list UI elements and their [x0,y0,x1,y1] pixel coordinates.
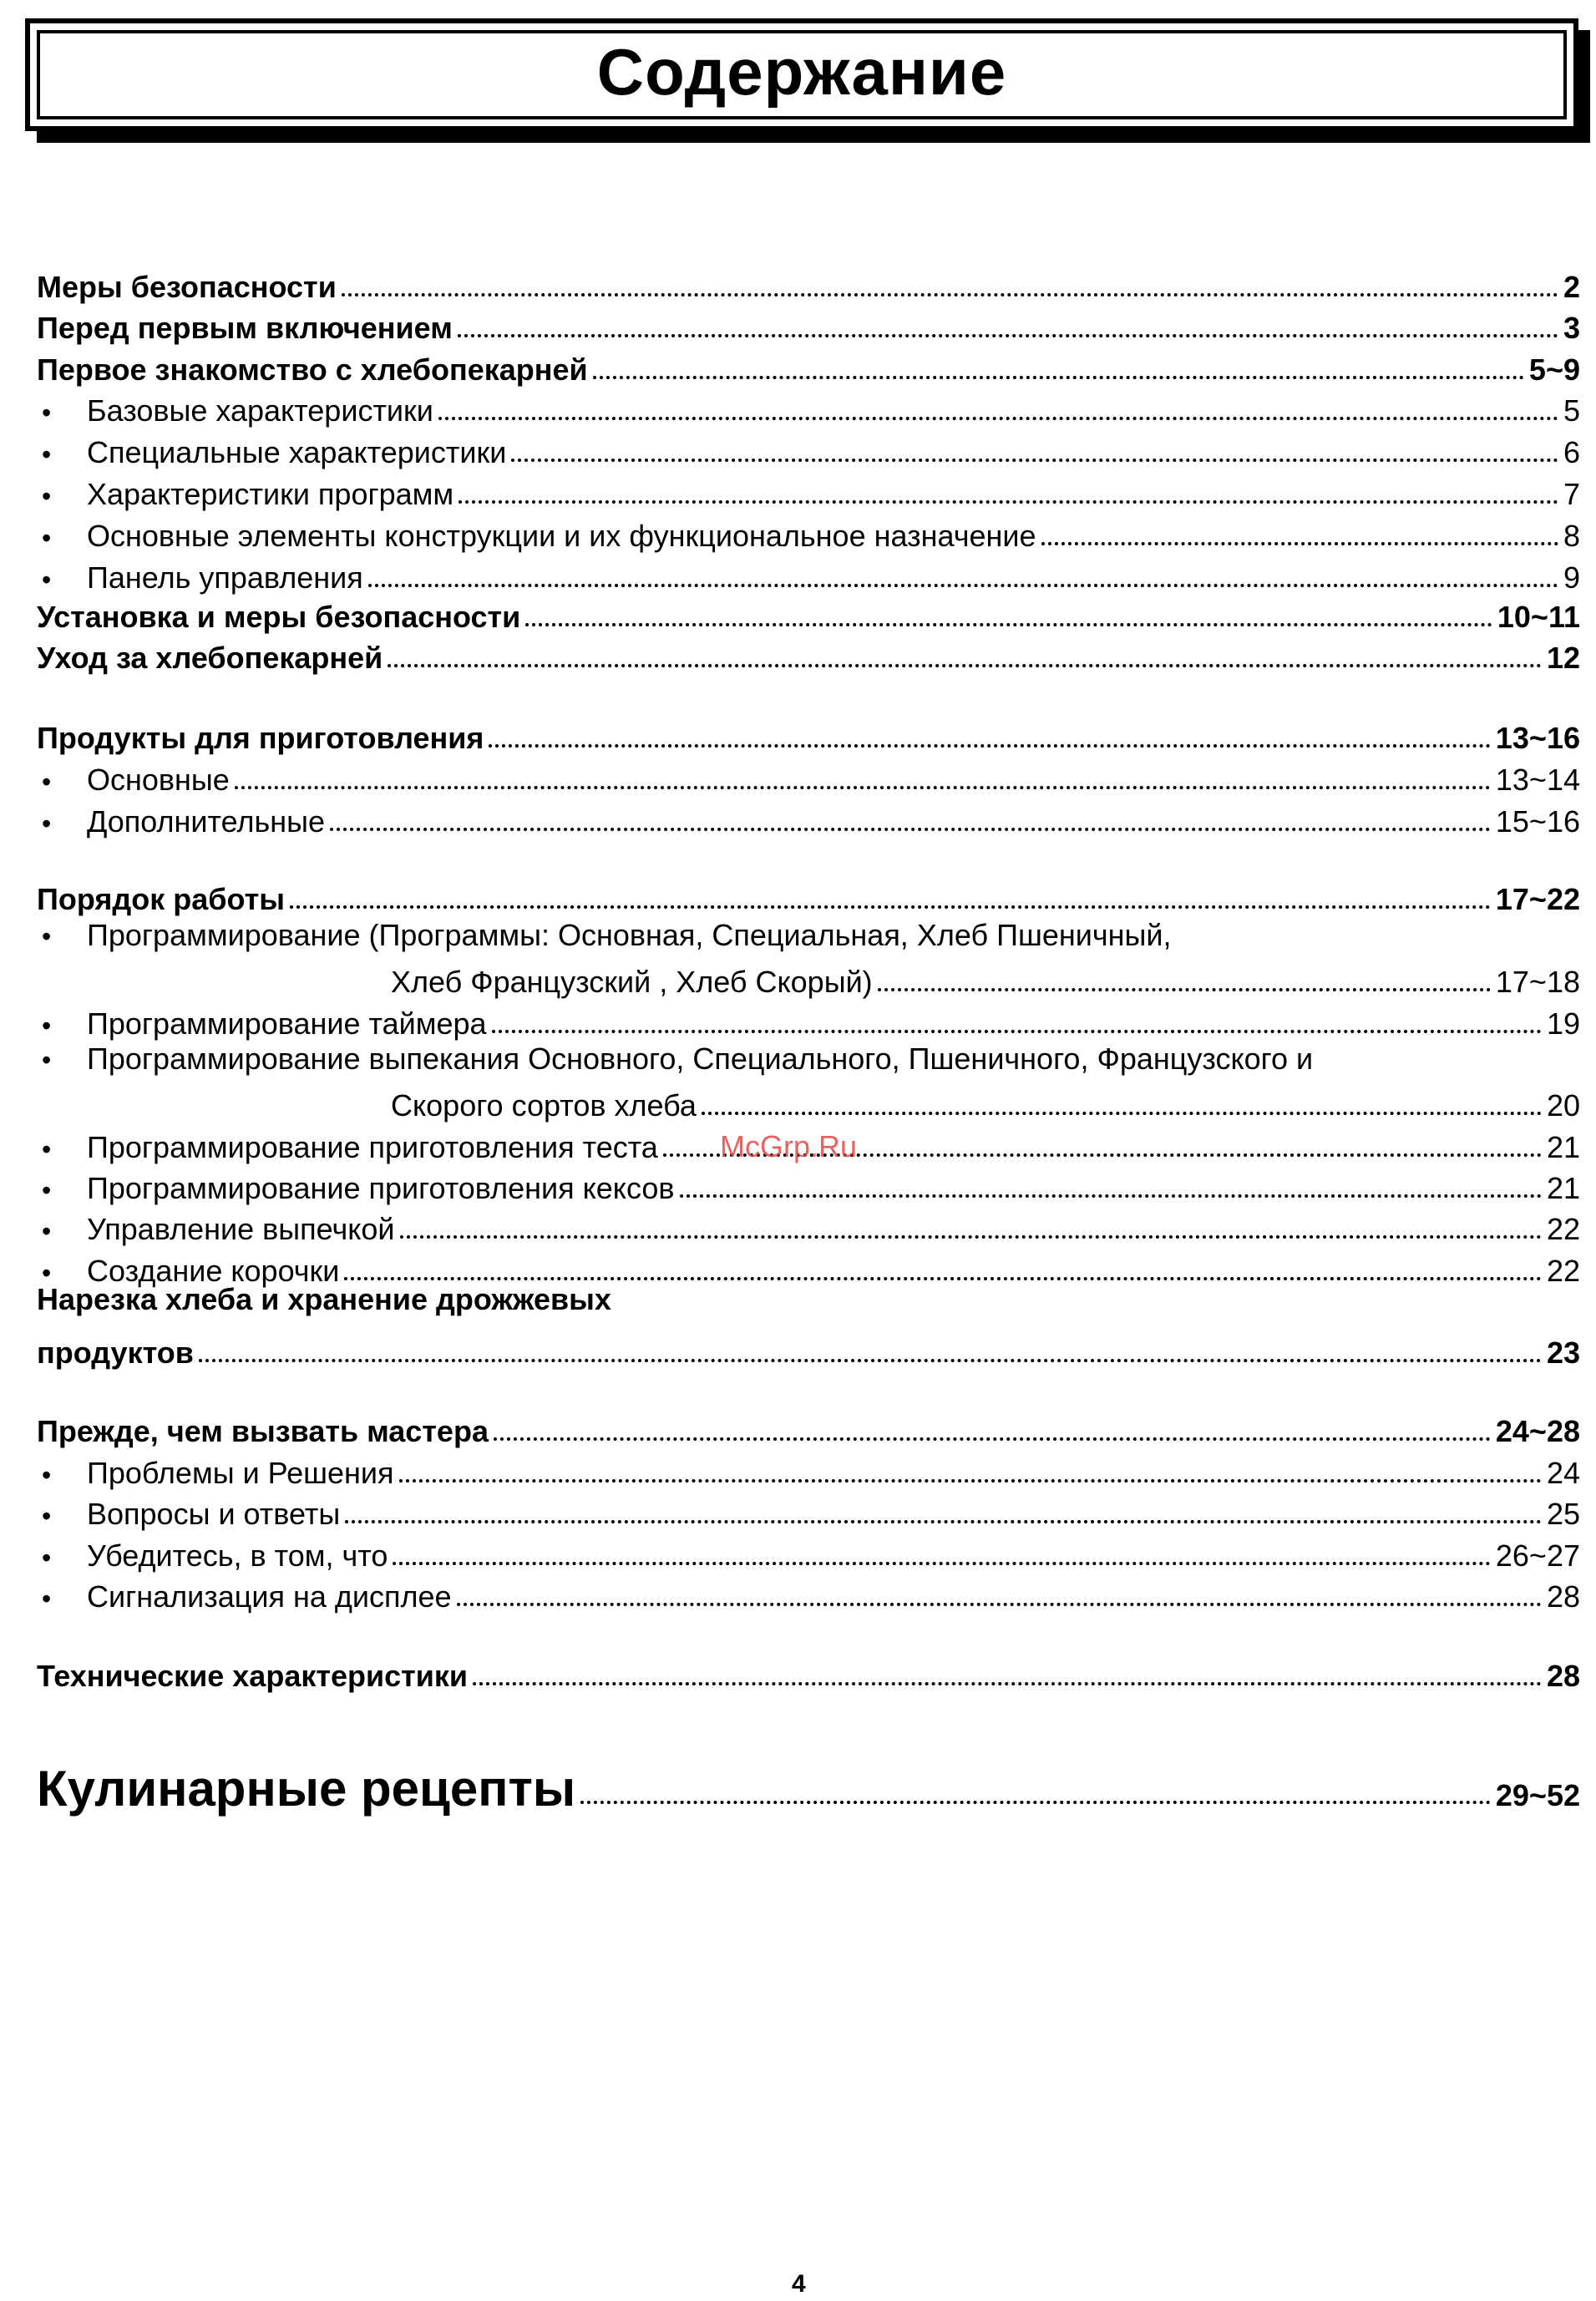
toc-entry-page: 6 [1563,435,1580,469]
dot-leader [330,828,1491,831]
bullet-icon: • [42,767,52,797]
dot-leader [399,1479,1542,1482]
dot-leader [368,584,1558,587]
bullet-icon: • [42,398,52,428]
toc-entry-page: 8 [1563,519,1580,553]
toc-entry-page: 21 [1546,1171,1580,1205]
toc-subentry-first-line[interactable] [42,920,1171,950]
toc-entry-page: 9 [1563,560,1580,595]
dot-leader [342,293,1558,296]
toc-entry[interactable] [37,712,1580,753]
toc-entry-page: 26~27 [1495,1538,1580,1573]
toc-subentry[interactable] [42,1447,1580,1488]
toc-entry-label: Управление выпечкой [87,1212,395,1246]
bullet-icon: • [42,1011,52,1041]
toc-subentry[interactable] [42,795,1580,837]
bullet-icon: • [42,523,52,553]
dot-leader [393,1562,1491,1565]
toc-entry-label: Создание корочки [87,1254,340,1288]
toc-entry[interactable] [37,873,1580,915]
toc-entry-label: Установка и меры безопасности [37,600,521,634]
bullet-icon: • [42,921,52,951]
toc-entry-page: 28 [1546,1659,1580,1693]
toc-entry-page: 12 [1546,641,1580,675]
dot-leader [494,1437,1491,1441]
toc-entry-page: 17~18 [1495,965,1580,999]
toc-entry-page: 5 [1563,393,1580,428]
toc-entry-label: Уход за хлебопекарней [37,641,383,675]
toc-entry-label: Проблемы и Решения [87,1456,394,1490]
toc-subentry[interactable] [42,1162,1580,1204]
toc-entry-page: 25 [1546,1497,1580,1531]
title-frame [25,18,1578,131]
toc-subentry-first-line[interactable] [42,1044,1313,1074]
toc-entry[interactable] [37,1405,1580,1447]
toc-subentry[interactable] [42,1570,1580,1612]
toc-subentry[interactable] [42,551,1580,593]
toc-entry-label: Перед первым включением [37,311,453,345]
toc-entry-page: 20 [1546,1088,1580,1123]
toc-entry-label: Основные [87,763,230,797]
dot-leader [680,1194,1542,1198]
toc-entry-label: Панель управления [87,560,363,595]
dot-leader [400,1235,1542,1239]
dot-leader [878,988,1491,991]
toc-entry-page: 24 [1546,1456,1580,1490]
toc-entry-label: Основные элементы конструкции и их функциональное назначение [87,519,1036,553]
toc-entry-label: Базовые характеристики [87,393,433,428]
toc-entry-page: 29~52 [1495,1778,1580,1812]
toc-entry-label: Кулинарные рецепты [37,1761,576,1817]
bullet-icon: • [42,1543,52,1573]
toc-entry-label-continued: Хлеб Французский , Хлеб Скорый) [391,965,873,999]
toc-subentry[interactable] [42,1488,1580,1529]
toc-entry-page: 10~11 [1497,600,1580,634]
dot-leader [290,905,1491,909]
toc-entry-label: Сигнализация на дисплее [87,1579,452,1614]
toc-entry-page: 28 [1546,1579,1580,1614]
toc-entry-label: Дополнительные [87,804,325,839]
toc-entry-first-line[interactable]: Нарезка хлеба и хранение дрожжевых [37,1282,611,1316]
dot-leader [489,744,1490,748]
toc-subentry[interactable] [42,955,1580,997]
toc-entry[interactable] [37,261,1580,302]
toc-subentry[interactable] [42,1244,1580,1286]
toc-entry-page: 3 [1563,311,1580,345]
toc-entry[interactable] [37,1326,1580,1368]
toc-entry-label: Меры безопасности [37,270,337,304]
toc-entry-label: Прежде, чем вызвать мастера [37,1414,489,1448]
toc-entry-label: Порядок работы [37,882,285,916]
toc-entry-page: 19 [1546,1006,1580,1041]
dot-leader [344,1277,1542,1280]
toc-entry-label: Программирование приготовления теста [87,1130,658,1164]
toc-entry-page: 22 [1546,1212,1580,1246]
dot-leader [473,1682,1542,1685]
bullet-icon: • [42,481,52,511]
watermark: McGrp.Ru [720,1129,858,1163]
toc-entry-label: Технические характеристики [37,1659,469,1693]
toc-entry-page: 21 [1546,1130,1580,1164]
toc-entry-label: Первое знакомство с хлебопекарней [37,352,588,387]
toc-entry-page: 7 [1563,477,1580,511]
toc-entry[interactable] [37,590,1580,632]
bullet-icon: • [42,1216,52,1246]
toc-entry-label: Программирование выпекания Основного, Специального, Пшеничного, Французского и [87,1042,1314,1076]
toc-entry-label-continued: Скорого сортов хлеба [391,1088,697,1123]
dot-leader [525,623,1492,626]
dot-leader [388,664,1542,667]
toc-subentry[interactable] [42,426,1580,468]
toc-subentry[interactable] [42,509,1580,551]
bullet-icon: • [42,1501,52,1531]
toc-entry-label-continued: продуктов [37,1335,194,1370]
toc-entry-page: 23 [1546,1335,1580,1370]
toc-entry-page: 15~16 [1495,804,1580,839]
bullet-icon: • [42,1134,52,1164]
bullet-icon: • [42,1584,52,1614]
dot-leader [235,786,1491,789]
toc-entry-label: Характеристики программ [87,477,454,511]
bullet-icon: • [42,1460,52,1490]
toc-entry-recipes[interactable] [37,1747,1580,1817]
toc-entry-label: Программирование таймера [87,1006,487,1041]
toc-entry-label: Убедитесь, в том, что [87,1538,388,1573]
toc-subentry[interactable] [42,753,1580,795]
page-number: 4 [792,2270,806,2298]
toc-entry-label: Вопросы и ответы [87,1497,341,1531]
bullet-icon: • [42,1045,52,1075]
toc-entry-label: Специальные характеристики [87,435,507,469]
dot-leader [580,1801,1491,1804]
bullet-icon: • [42,808,52,839]
title-inner-frame [37,30,1567,119]
toc-entry-page: 22 [1546,1254,1580,1288]
toc-entry[interactable] [37,302,1580,343]
dot-leader [345,1520,1542,1523]
dot-leader [459,500,1558,504]
dot-leader [199,1359,1542,1362]
toc-entry-label: Продукты для приготовления [37,721,484,755]
page-title: Содержание [596,34,1007,109]
bullet-icon: • [42,1258,52,1288]
dot-leader [438,417,1558,420]
toc-entry-page: 5~9 [1528,352,1580,387]
toc-entry-page: 2 [1563,270,1580,304]
dot-leader [492,1030,1542,1033]
bullet-icon: • [42,1175,52,1205]
dot-leader [458,334,1558,337]
toc-entry-label: Программирование (Программы: Основная, Специальная, Хлеб Пшеничный, [87,918,1172,952]
toc-entry-page: 17~22 [1495,882,1580,916]
toc-entry-page: 24~28 [1495,1414,1580,1448]
toc-subentry[interactable] [42,384,1580,426]
toc-entry[interactable] [37,1650,1580,1691]
toc-entry[interactable] [37,631,1580,673]
toc-subentry[interactable] [42,1529,1580,1571]
dot-leader [511,459,1558,462]
bullet-icon: • [42,439,52,469]
toc-entry[interactable] [37,343,1580,385]
toc-entry-label: Программирование приготовления кексов [87,1171,675,1205]
toc-subentry[interactable] [42,1079,1580,1121]
toc-subentry[interactable] [42,997,1580,1039]
bullet-icon: • [42,565,52,595]
dot-leader [1041,542,1558,545]
dot-leader [702,1112,1542,1115]
dot-leader [457,1603,1542,1606]
toc-subentry[interactable] [42,1203,1580,1244]
dot-leader [593,376,1524,379]
toc-entry-page: 13~16 [1495,721,1580,755]
toc-entry-page: 13~14 [1495,763,1580,797]
toc-subentry[interactable] [42,468,1580,509]
